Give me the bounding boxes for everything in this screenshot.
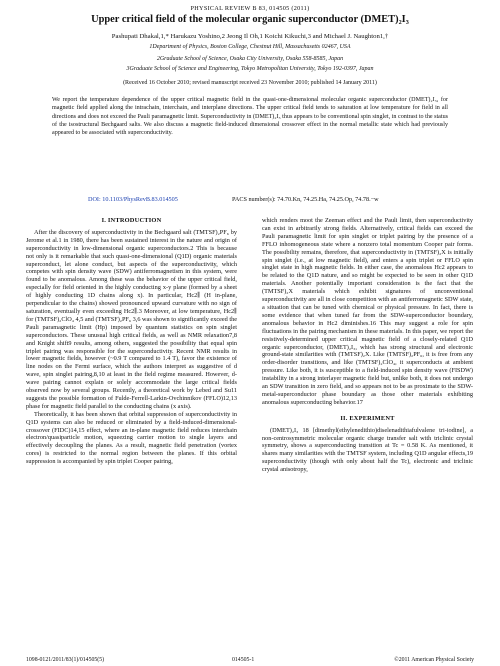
right-column xyxy=(262,217,473,649)
issn-code: 1098-0121/2011/83(1)/014505(5) xyxy=(26,657,105,663)
running-head: PHYSICAL REVIEW B 83, 014505 (2011) xyxy=(190,5,310,12)
abstract: We report the temperature dependence of the upper critical magnetic field in the quasi-one-dimensional molecular organic superconductor (DMET)₂I₃, for magnetic field applied along the intrachain, interchain, and interplane directions. The upper critical field tends to saturation at low temperature for field in all directions and does not exceed the Pauli paramagnetic limit. Superconductivity in (DMET)₂I₃ thus appears to be conventional spin singlet, in contrast to the status of the isostructural Bechgaard salts. We also discuss a magnetic field-induced dimensional crossover effect in the normal metallic state which had previously appeared to be associated with superconductivity. xyxy=(52,97,448,137)
page-number: 014505-1 xyxy=(232,657,255,663)
doi-link[interactable]: DOI: 10.1103/PhysRevB.83.014505 xyxy=(88,196,178,203)
affiliation-2: 2Graduate School of Science, Osaka City University, Osaka 558-8585, Japan xyxy=(156,56,344,62)
paper-title: Upper critical field of the molecular organic superconductor (DMET)₂I₃ xyxy=(91,14,409,25)
paragraph: After the discovery of superconductivity in the Bechgaard salt (TMTSF)₂PF₆ by Jerome et al.1 in 1980, there has been sustained interest in the nature and origin of superconductivity in low-dimensional organic superconductors.2 This is because not only is it remarkable that such quasi-one-dimensional (Q1D) organic materials superconduct, let alone conduct, but aspects of the superconductivity, which competes with spin density wave (SDW) antiferromagnetism in this system, were found to be anomalous. Among these was the behavior of the upper critical field, especially for field oriented in the highly conducting x-y plane (formed by a sheet of highly conducting 1D chains along x). In particular, Hc2∥ (H in-plane, perpendicular to the chains) showed pronounced upward curvature with no sign of saturation, eventually even exceeding Hc2∥.3 Moreover, at low temperature, Hc2∥ for (TMTSF)₂ClO₄ 4,5 and (TMTSF)₂PF₆ 3,6 was shown to significantly exceed the Pauli paramagnetic limit (Hp) imposed by quantum statistics on spin singlet superconductors. These unusual high critical fields, as well as NMR relaxation7,8 and Knight shift9 results, among others, suggested the possibility that equal spin triplet pairing was responsible for the superconductivity. Recent NMR results in lower magnetic fields, however (~0.9 T compared to 1.4 T), favor the existence of line nodes on the Fermi surface, which the authors interpret as suggestive of d wave, spin singlet pairing,8,10 at least in the field regime measured. However, d-wave pairing cannot explain or solely accommodate the large critical fields observed now by several groups. Recently, a theoretical work by Lebed and Su11 suggests the possible formation of Fulde-Ferrell-Larkin-Ovchinnikov (FFLO)12,13 phase for magnetic field parallel to the conducting chains (x axis). xyxy=(26,228,237,410)
section-heading-experiment: II. EXPERIMENT xyxy=(340,414,395,422)
pacs-numbers: PACS number(s): 74.70.Kn, 74.25.Ha, 74.25.Op, 74.78.−w xyxy=(232,196,379,203)
received-dates: (Received 16 October 2010; revised manuscript received 23 November 2010; published 14 January 2011) xyxy=(123,80,377,86)
section-heading-introduction: I. INTRODUCTION xyxy=(101,217,162,224)
paragraph: (DMET)₂I₃ 18 [dimethyl(ethylenedithio)diselenadithiafulvalene tri-iodine], a non-centrosymmetric molecular organic charge transfer salt with triclinic crystal symmetry, shows a superconducting transition at Tc = 0.58 K. As mentioned, it shares many similarities with the TMTSF system, including Q1D angular effects,19 superconductivity (though with only about half the Tc), electronic and triclinic crystal anisotropy, xyxy=(262,426,473,474)
author-list: Pashupati Dhakal,1,* Harukazu Yoshino,2 Jeong Il Oh,1 Koichi Kikuchi,3 and Michael J. Naughton1,† xyxy=(111,33,389,40)
affiliation-1: 1Department of Physics, Boston College, Chestnut Hill, Massachusetts 02467, USA xyxy=(149,44,351,50)
affiliation-3: 3Graduate School of Science and Engineering, Tokyo Metropolitan University, Tokyo 192-0397, Japan xyxy=(126,66,374,72)
paragraph: which renders moot the Zeeman effect and the Pauli limit, then superconductivity can exist in arbitrarily strong fields. Alternatively, critical fields can exceed the Pauli paramagnetic limit for spin singlet or triplet pairing by the presence of a FFLO inhomogeneous state where a nonzero total momentum Cooper pair forms. The possibility remains, therefore, that superconductivity in (TMTSF)₂X is initially spin singlet (i.e., at low magnetic field), and enters a spin triplet or FFLO spin singlet state in high magnetic fields. In either case, the anomalous Hc2 appears to be related to the Q1D nature, and so might be expected to be seen in other Q1D materials. Another potentially important consideration is the fact that the (TMTSF)₂X materials which exhibit signatures of unconventional superconductivity are all in close competition with an antiferromagnetic SDW state, a situation that can be tuned with chemical or physical pressure. In fact, there is some evidence that when tuned far from the SDW-superconductor boundary, anomalous behavior in Hc2 diminishes.16 This may suggest a role for spin fluctuations in the pairing mechanism in these materials. In this paper, we report the resistively-determined upper critical magnetic field of a closely-related Q1D organic superconductor, (DMET)₂I₃, which has strong structural and electronic ground-state similarities with (TMTSF)₂X. Like (TMTSF)₂PF₆, it is free from any order-disorder transitions, and like (TMTSF)₂ClO₄, it superconducts at ambient pressure. Like both, it is susceptible to a field-induced spin density wave (FISDW) instability in a strong interlayer magnetic field but, unlike both, it does not undergo an SDW transition in zero field, and so appears not to be as proximate to the SDW-metal-superconductor phase boundary as those other materials exhibiting anomalous superconducting behavior.17 xyxy=(262,217,473,406)
left-column xyxy=(26,217,237,649)
copyright: ©2011 American Physical Society xyxy=(394,657,474,663)
paragraph: Theoretically, it has been shown that orbital suppression of superconductivity in Q1D systems can also be reduced or eliminated by a field-induced-dimensional-crossover (FIDC)14,15 effect, where an in-plane magnetic field reduces interchain electron/quasiparticle motion, squeezing carrier motion to single layers and effectively decoupling the planes. As a result, magnetic field penetration (vortex cores) is restricted to the normal region between the planes. If this orbital suppression is accompanied by spin triplet Cooper pairing, xyxy=(26,410,237,466)
